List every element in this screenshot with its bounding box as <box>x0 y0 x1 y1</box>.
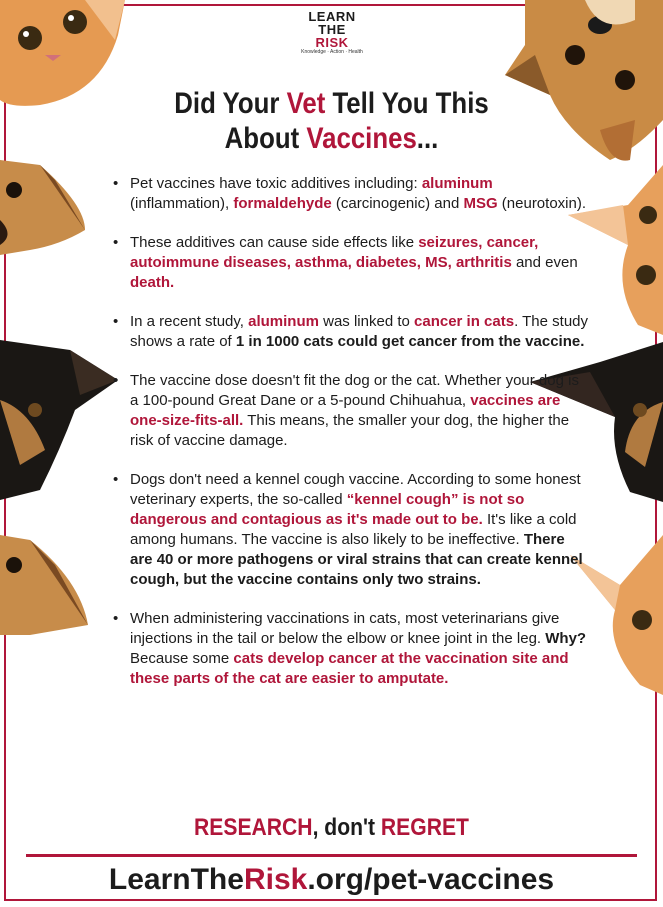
bullet-bold: There are 40 or more pathogens or viral strains that can create kennel cough, but the vaccine contains only two strains. <box>130 531 583 588</box>
bullet-text: It's like a cold among humans. The vaccine is also likely to be ineffective. <box>130 511 577 548</box>
bullet-item <box>113 312 591 352</box>
bullet-text: was linked to <box>318 313 415 330</box>
dog-left-lower-icon <box>0 535 90 635</box>
bullet-text: These additives can cause side effects like <box>130 234 419 251</box>
bullet-text: (neurotoxin). <box>497 195 586 212</box>
bullet-item <box>113 174 591 214</box>
title-text: Tell You This <box>325 87 489 120</box>
divider <box>26 854 637 857</box>
bullet-highlight: seizures, cancer, autoimmune diseases, asthma, diabetes, MS, arthritis <box>130 234 539 271</box>
bullet-text: The vaccine dose doesn't fit the dog or the cat. Whether your dog is a 100-pound Great Dane or a 5-pound Chihuahua, <box>130 372 579 409</box>
title-highlight: Vet <box>286 87 326 120</box>
bullet-highlight: “kennel cough” is not so dangerous and contagious as it's made out to be. <box>130 491 525 528</box>
bullet-item <box>113 470 591 590</box>
bullet-highlight: cancer in cats <box>414 313 515 330</box>
url-text: LearnThe <box>108 863 244 896</box>
bullet-highlight: aluminum <box>421 175 493 192</box>
title-highlight: Vaccines <box>306 122 417 155</box>
logo-line-3: RISK <box>315 35 349 50</box>
bullet-text: In a recent study, <box>130 313 249 330</box>
bullet-highlight: vaccines are one-size-fits-all. <box>130 392 561 429</box>
website-url[interactable] <box>0 862 663 898</box>
bullet-text: (inflammation), <box>130 195 234 212</box>
logo-line-1: LEARN <box>308 9 356 24</box>
bullet-bold: 1 in 1000 cats could get cancer from the vaccine. <box>235 333 585 350</box>
url-text: .org/pet-vaccines <box>307 863 555 896</box>
title-text: About <box>224 122 307 155</box>
page-title <box>46 86 616 156</box>
title-text: ... <box>416 122 439 155</box>
bullet-text: This means, the smaller your dog, the higher the risk of vaccine damage. <box>130 412 570 449</box>
bullet-text: Because some <box>130 650 234 667</box>
bullet-text: (carcinogenic) and <box>331 195 464 212</box>
slogan-text: , don't <box>312 814 381 841</box>
bullet-bold: Why? <box>545 630 587 647</box>
bullet-text: and even <box>511 254 578 271</box>
bullet-item <box>113 371 591 451</box>
bullet-list <box>113 174 591 708</box>
bullet-text: . The study shows a rate of <box>130 313 589 350</box>
dog-left-upper-icon <box>0 160 88 260</box>
url-highlight: Risk <box>243 863 308 896</box>
slogan-highlight: REGRET <box>380 814 469 841</box>
bullet-text: Dogs don't need a kennel cough vaccine. According to some honest veterinary experts, the so-called <box>130 471 581 508</box>
bullet-item <box>113 233 591 293</box>
logo-line-2: THE <box>318 22 346 37</box>
black-dog-left-icon <box>0 340 120 500</box>
bullet-item <box>113 609 591 689</box>
bullet-text: Pet vaccines have toxic additives including: <box>130 175 422 192</box>
bullet-highlight: death. <box>130 274 175 291</box>
title-text: Did Your <box>174 87 287 120</box>
slogan <box>40 813 623 843</box>
bullet-highlight: cats develop cancer at the vaccination site and these parts of the cat are easier to amputate. <box>130 650 569 687</box>
bullet-highlight: MSG <box>463 195 498 212</box>
logo-tagline: Knowledge · Action · Health <box>301 49 363 55</box>
slogan-highlight: RESEARCH <box>194 814 313 841</box>
learn-the-risk-logo <box>286 10 378 56</box>
bullet-highlight: aluminum <box>248 313 319 330</box>
bullet-text: When administering vaccinations in cats, most veterinarians give injections in the tail or below the elbow or knee joint in the leg. <box>130 610 560 647</box>
bullet-highlight: formaldehyde <box>233 195 332 212</box>
